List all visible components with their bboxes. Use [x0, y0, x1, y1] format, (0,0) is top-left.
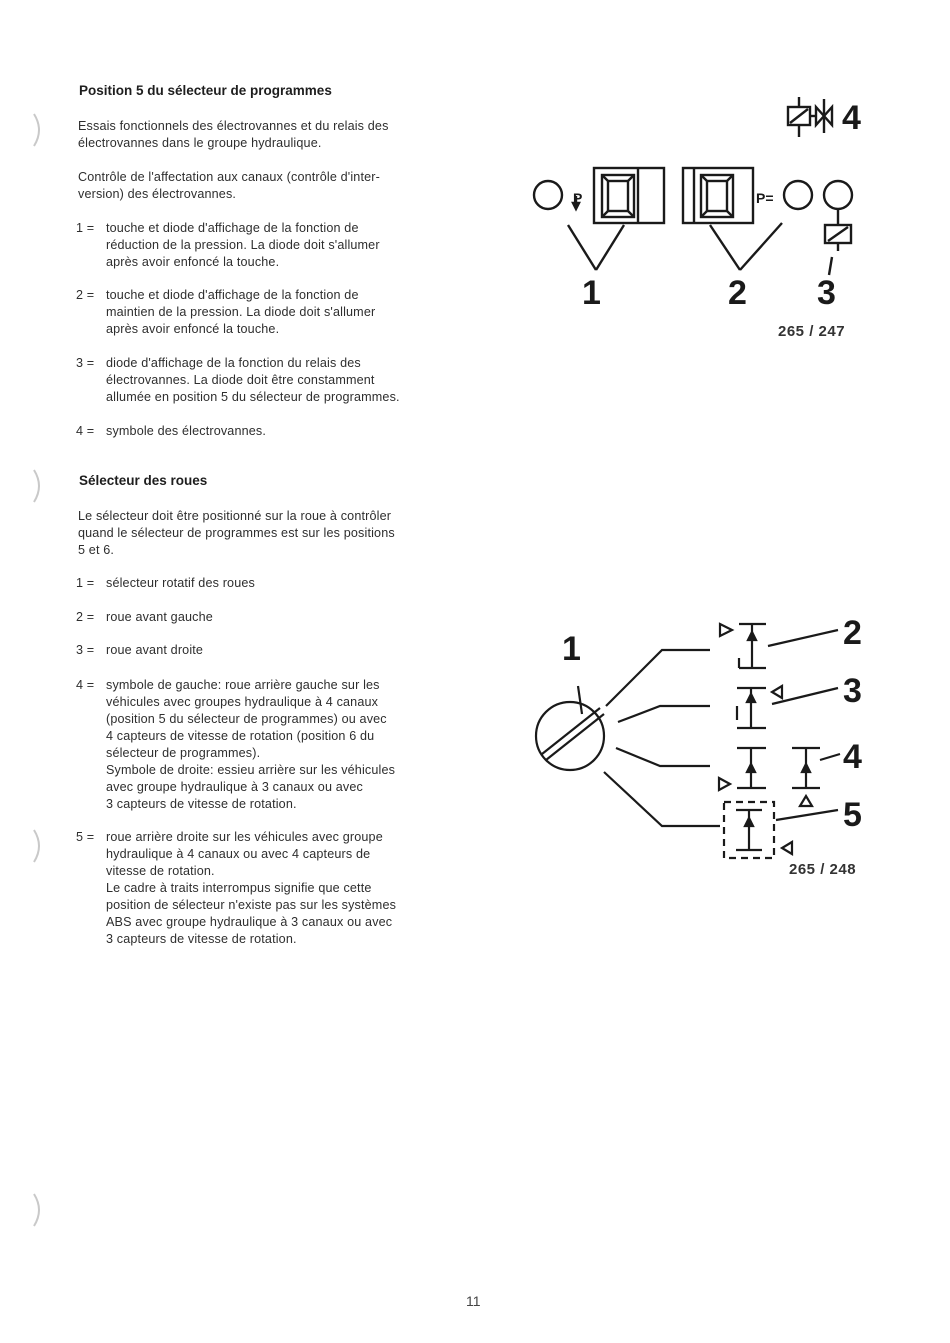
- text-line: Essais fonctionnels des électrovannes et du relais des: [78, 119, 389, 133]
- legend-number: 1 =: [76, 576, 95, 590]
- legend-item-1: [76, 575, 468, 592]
- text-line: hydraulique à 4 canaux ou avec 4 capteurs de: [106, 847, 371, 861]
- text-line: symbole des électrovannes.: [106, 424, 267, 438]
- section1-intro: [78, 118, 470, 152]
- text-line: véhicules avec groupes hydraulique à 4 canaux: [106, 695, 379, 709]
- solenoid-valve-icon: [788, 97, 832, 137]
- text-line: ABS avec groupe hydraulique à 3 canaux ou avec: [106, 915, 393, 929]
- text-line: position de sélecteur n'existe pas sur les systèmes: [106, 898, 397, 912]
- callout-4: 4: [842, 99, 861, 137]
- callout-1: 1: [582, 274, 601, 312]
- text-line: Contrôle de l'affectation aux canaux (contrôle d'inter-: [78, 170, 380, 184]
- binder-hole-mark: [28, 110, 50, 150]
- section1-intro-2: [78, 169, 470, 203]
- legend-item-3: [76, 355, 468, 406]
- section-heading-wheel-selector: Sélecteur des roues: [79, 473, 208, 488]
- legend-number: 2 =: [76, 288, 95, 302]
- text-line: électrovannes. La diode doit être constamment: [106, 373, 375, 387]
- legend-item-2: [76, 287, 468, 338]
- text-line: roue avant gauche: [106, 610, 213, 624]
- legend-item-2: [76, 609, 468, 626]
- button-label-pressure-reduce: P: [573, 190, 583, 206]
- text-line: réduction de la pression. La diode doit s'allumer: [106, 238, 380, 252]
- text-line: touche et diode d'affichage de la fonction de: [106, 221, 359, 235]
- text-line: allumée en position 5 du sélecteur de programmes.: [106, 390, 400, 404]
- callout-2: 2: [843, 614, 862, 652]
- wheel-symbol-rear-right: [724, 802, 792, 858]
- text-line: roue avant droite: [106, 643, 204, 657]
- axle-symbol-rear: [792, 748, 820, 806]
- legend-number: 3 =: [76, 643, 95, 657]
- legend-number: 4 =: [76, 424, 95, 438]
- rotary-knob-icon: [536, 702, 604, 770]
- legend-number: 4 =: [76, 678, 95, 692]
- legend-item-4: [76, 423, 468, 440]
- text-line: Symbole de droite: essieu arrière sur les véhicules: [106, 763, 396, 777]
- figure-control-panel: [520, 85, 880, 345]
- page-number: 11: [466, 1293, 481, 1309]
- text-line: roue arrière droite sur les véhicules avec groupe: [106, 830, 383, 844]
- text-line: sélecteur rotatif des roues: [106, 576, 255, 590]
- text-line: 4 capteurs de vitesse de rotation (position 6 du: [106, 729, 375, 743]
- section-heading-program-position-5: Position 5 du sélecteur de programmes: [79, 83, 332, 98]
- binder-hole-mark: [28, 826, 50, 866]
- figure-reference: 265 / 248: [789, 861, 857, 878]
- legend-number: 2 =: [76, 610, 95, 624]
- figure-wheel-selector: [520, 610, 880, 885]
- legend-item-1: [76, 220, 468, 271]
- text-line: après avoir enfoncé la touche.: [106, 255, 280, 269]
- text-line: sélecteur de programmes).: [106, 746, 261, 760]
- binder-hole-mark: [28, 1190, 50, 1230]
- text-line: avec groupe hydraulique à 3 canaux ou avec: [106, 780, 363, 794]
- binder-hole-mark: [28, 466, 50, 506]
- text-line: symbole de gauche: roue arrière gauche sur les: [106, 678, 380, 692]
- legend-number: 1 =: [76, 221, 95, 235]
- text-line: version) des électrovannes.: [78, 187, 237, 201]
- legend-item-4: [76, 677, 468, 813]
- text-line: après avoir enfoncé la touche.: [106, 322, 280, 336]
- text-line: électrovannes dans le groupe hydraulique.: [78, 136, 322, 150]
- text-line: 5 et 6.: [78, 543, 115, 557]
- text-line: vitesse de rotation.: [106, 864, 215, 878]
- wheel-symbol-front-right: [737, 686, 782, 728]
- callout-4: 4: [843, 738, 862, 776]
- callout-5: 5: [843, 796, 862, 834]
- callout-3: 3: [843, 672, 862, 710]
- legend-item-3: [76, 642, 468, 659]
- led-circle: [784, 181, 812, 209]
- text-line: Le cadre à traits interrompus signifie que cette: [106, 881, 372, 895]
- text-line: 3 capteurs de vitesse de rotation.: [106, 932, 297, 946]
- text-line: 3 capteurs de vitesse de rotation.: [106, 797, 297, 811]
- legend-number: 3 =: [76, 356, 95, 370]
- legend-number: 5 =: [76, 830, 95, 844]
- text-line: touche et diode d'affichage de la fonction de: [106, 288, 359, 302]
- wheel-symbol-front-left: [720, 624, 766, 668]
- wheel-symbol-rear-left: [719, 748, 766, 790]
- text-line: quand le sélecteur de programmes est sur les positions: [78, 526, 395, 540]
- section2-intro: [78, 508, 470, 559]
- text-line: maintien de la pression. La diode doit s'allumer: [106, 305, 376, 319]
- text-line: (position 5 du sélecteur de programmes) ou avec: [106, 712, 387, 726]
- figure-reference: 265 / 247: [778, 323, 846, 340]
- legend-item-5: [76, 829, 468, 948]
- callout-3: 3: [817, 274, 836, 312]
- led-circle: [534, 181, 562, 209]
- text-line: Le sélecteur doit être positionné sur la roue à contrôler: [78, 509, 392, 523]
- text-line: diode d'affichage de la fonction du relais des: [106, 356, 361, 370]
- callout-1: 1: [562, 630, 581, 668]
- button-label-pressure-hold: P=: [756, 190, 774, 206]
- callout-2: 2: [728, 274, 747, 312]
- led-circle: [824, 181, 852, 209]
